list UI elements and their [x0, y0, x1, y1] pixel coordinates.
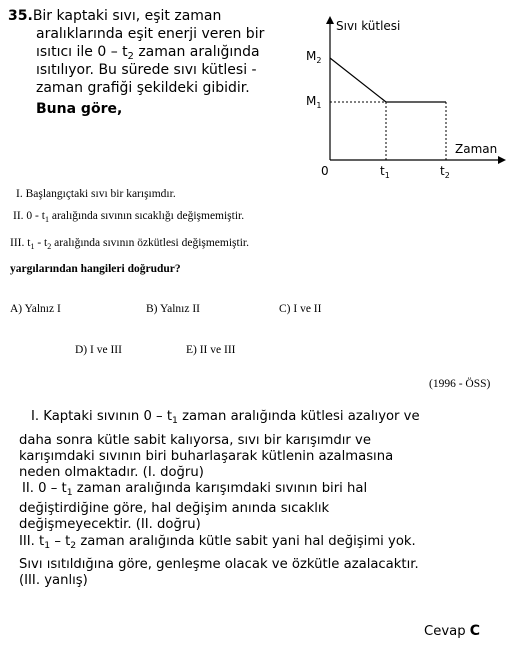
answer: Cevap C [424, 623, 481, 639]
m2-label: $M_2$ [306, 49, 322, 65]
t2-label: $t_2$ [440, 164, 450, 180]
question-prompt: Buna göre, [36, 101, 123, 117]
solution-1-line-3: karışımdaki sıvının biri buharlaşarak kütlenin azalmasına [19, 449, 394, 464]
y-axis-label: Sıvı kütlesi [336, 19, 401, 33]
solution-1-line-4: neden olmaktadır. (I. doğru) [19, 465, 204, 480]
answer-value: C [469, 623, 481, 639]
t1-label: $t_1$ [380, 164, 390, 180]
option-e: E) II ve III [186, 344, 236, 356]
x-axis-label: Zaman [455, 142, 498, 156]
question-line-1: 35.Bir kaptaki sıvı, eşit zaman [8, 8, 222, 24]
option-b: B) Yalnız II [146, 303, 200, 315]
solution-1-line-2: daha sonra kütle sabit kalıyorsa, sıvı bir karışımdır ve [19, 433, 371, 448]
mass-curve [330, 58, 446, 102]
solution-2-line-2: değiştirdiğine göre, hal değişim anında sıcaklık [19, 501, 330, 516]
option-c: C) I ve II [279, 303, 322, 315]
mass-time-graph [300, 10, 531, 190]
option-a: A) Yalnız I [10, 303, 61, 315]
solution-2-line-1: II. $0 - t_1$ zaman aralığında karışımdaki sıvının biri hal [22, 481, 368, 498]
question-line-5: zaman grafiği şekildeki gibidir. [36, 80, 250, 96]
solution-2-line-3: değişmeyecektir. (II. doğru) [19, 517, 201, 532]
origin-label: 0 [321, 164, 329, 178]
question-line-4: ısıtılıyor. Bu sürede sıvı kütlesi - [36, 62, 257, 78]
statement-3: III. $t_1 - t_2$ aralığında sıvının özkütlesi değişmemiştir. [10, 237, 249, 251]
option-d: D) I ve III [75, 344, 122, 356]
solution-3-line-3: (III. yanlış) [19, 573, 88, 588]
statement-2: II. $0 - t_1$ aralığında sıvının sıcaklığı değişmemiştir. [13, 210, 245, 224]
question-line-3: ısıtıcı ile $0 - t_2$ zaman aralığında [36, 44, 260, 62]
solution-1-line-1: I. Kaptaki sıvının $0 - t_1$ zaman aralığında kütlesi azalıyor ve [31, 409, 420, 426]
statement-1: I. Başlangıçtaki sıvı bir karışımdır. [16, 188, 176, 200]
solution-3-line-1: III. $t_1 - t_2$ zaman aralığında kütle sabit yani hal değişimi yok. [19, 534, 416, 551]
question-line-2: aralıklarında eşit enerji veren bir [36, 26, 265, 42]
solution-3-line-2: Sıvı ısıtıldığına göre, genleşme olacak ve özkütle azalacaktır. [19, 557, 419, 572]
exam-source: (1996 - ÖSS) [429, 378, 491, 390]
question-number: 35. [8, 8, 33, 24]
question-ask: yargılarından hangileri doğrudur? [10, 263, 181, 275]
m1-label: $M_1$ [306, 94, 322, 110]
